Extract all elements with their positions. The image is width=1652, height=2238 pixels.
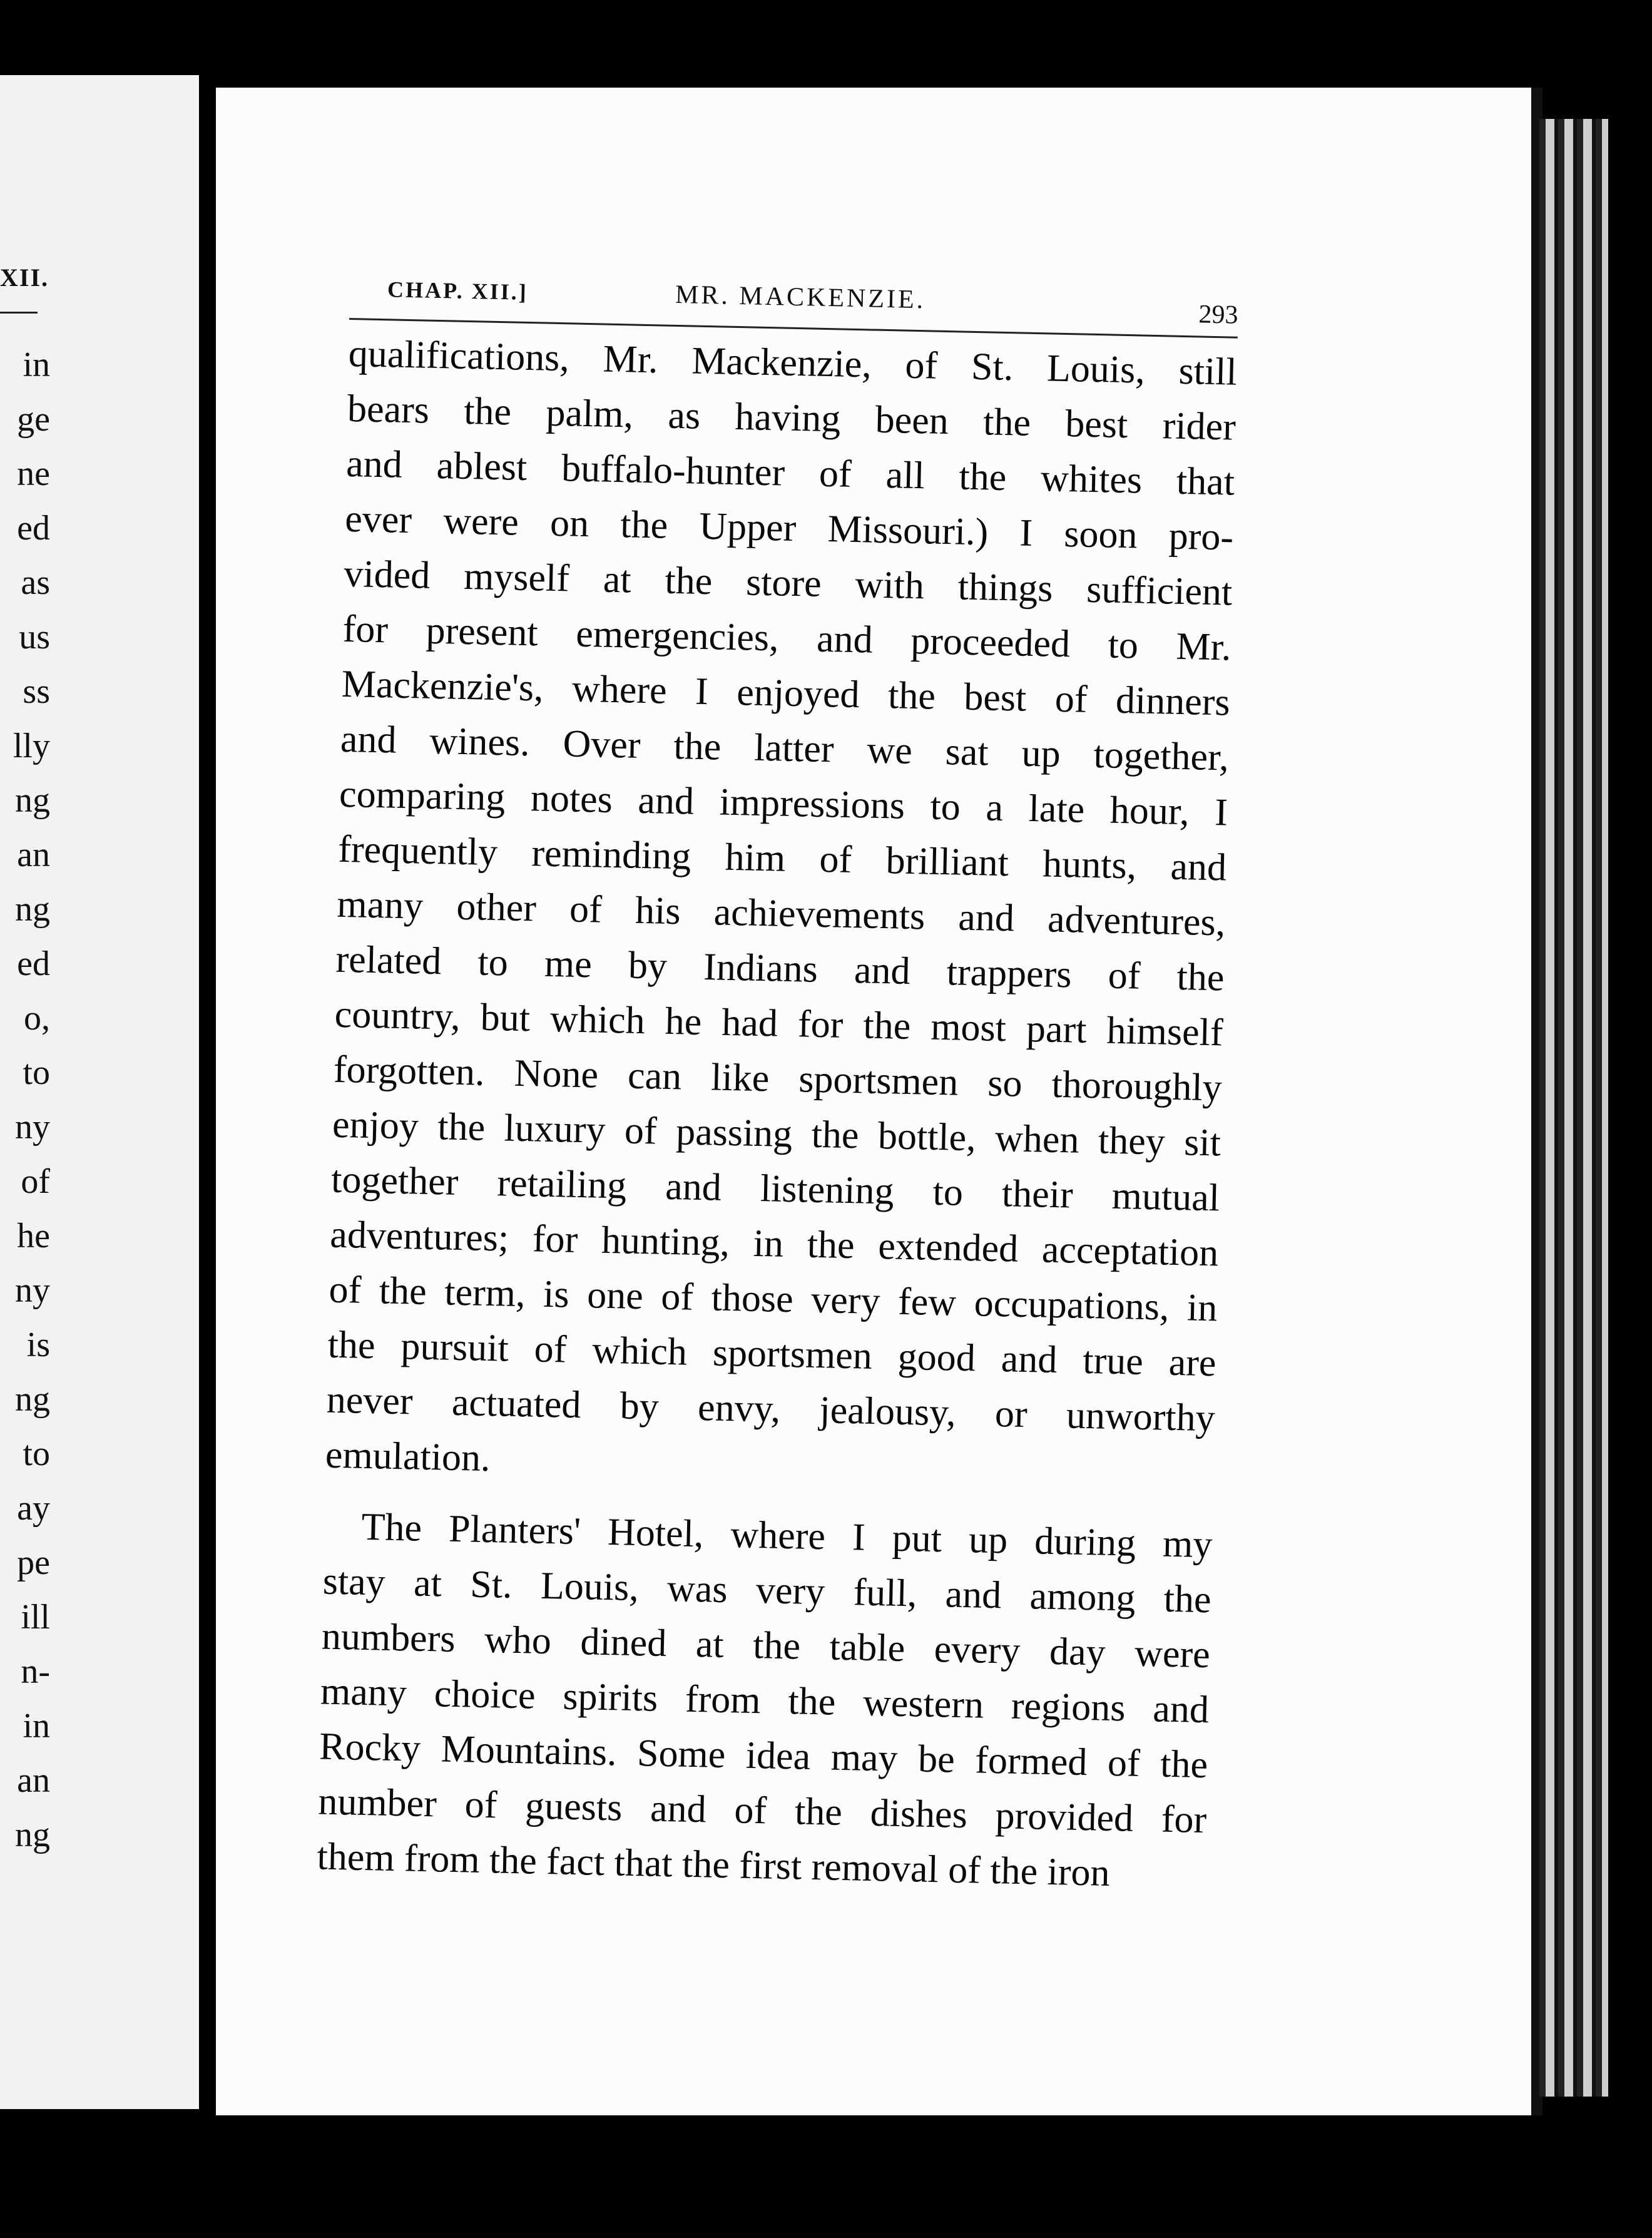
text-line: related to me by Indians and trappers of the <box>335 938 1225 999</box>
text-line: The Planters' Hotel, where I put up during my <box>360 1505 1213 1566</box>
text-line: number of guests and of the dishes provided for <box>317 1780 1207 1842</box>
text-line: emulation. <box>325 1433 491 1480</box>
left-page-fragment: pe <box>17 1543 50 1582</box>
body-text <box>317 326 1238 1903</box>
text-line: of the term, is one of those very few occupations, in <box>328 1268 1218 1330</box>
left-page-fragment: ss <box>23 672 50 711</box>
left-page-fragment: an <box>17 835 50 874</box>
paragraph <box>317 1499 1213 1903</box>
left-page-fragment: o, <box>24 999 50 1038</box>
chapter-label: CHAP. XII.] <box>387 277 529 305</box>
text-line: comparing notes and impressions to a late hour, I <box>339 772 1228 834</box>
text-line: for present emergencies, and proceeded to Mr. <box>342 607 1232 669</box>
left-page-fragment: in <box>23 1707 50 1745</box>
left-page-fragment: to <box>23 1053 50 1092</box>
text-line: together retailing and listening to their mutual <box>330 1158 1220 1220</box>
text-line: vided myself at the store with things sufficient <box>343 552 1233 614</box>
left-page-fragment: is <box>26 1326 50 1364</box>
page-text-block <box>317 263 1239 1903</box>
left-page-fragment: ge <box>17 400 50 439</box>
text-line: forgotten. None can like sportsmen so thoroughly <box>333 1048 1223 1110</box>
left-page-fragment: us <box>19 618 50 657</box>
text-line: qualifications, Mr. Mackenzie, of St. Louis, still <box>348 332 1238 394</box>
text-line: bears the palm, as having been the best rider <box>347 387 1236 449</box>
left-page-fragment: ng <box>15 781 50 820</box>
text-line: many other of his achievements and adventures, <box>336 882 1226 944</box>
left-page-fragment: to <box>23 1434 50 1473</box>
left-page-fragment: ng <box>15 890 50 929</box>
text-line: and wines. Over the latter we sat up together, <box>340 717 1230 779</box>
left-page-fragment: ill <box>21 1598 50 1637</box>
left-page-fragment: ed <box>17 509 50 548</box>
left-page-fragment: ny <box>15 1108 50 1147</box>
left-page-fragment: he <box>17 1217 50 1255</box>
left-page-fragment: ed <box>17 944 50 983</box>
text-line: country, but which he had for the most part himself <box>334 993 1224 1055</box>
text-line: ever were on the Upper Missouri.) I soon pro- <box>344 497 1234 559</box>
left-page-rule <box>0 312 38 314</box>
left-page-fragment: as <box>21 563 50 602</box>
left-page-header: XII. <box>0 263 49 292</box>
book-gutter <box>199 63 212 2128</box>
left-page-fragment: lly <box>13 727 50 765</box>
text-line: many choice spirits from the western regions and <box>320 1670 1210 1732</box>
text-line: them from the fact that the first removal of the iron <box>316 1835 1111 1894</box>
text-line: frequently reminding him of brilliant hunts, and <box>337 827 1227 889</box>
text-line: and ablest buffalo-hunter of all the whites that <box>345 442 1235 504</box>
text-line: numbers who dined at the table every day were <box>321 1615 1211 1677</box>
left-page-fragment: ng <box>15 1816 50 1854</box>
left-page-fragment: n- <box>21 1652 50 1691</box>
left-page-text-fragments <box>0 338 50 1862</box>
text-line: adventures; for hunting, in the extended acceptation <box>329 1213 1219 1275</box>
text-line: Mackenzie's, where I enjoyed the best of dinners <box>341 662 1231 724</box>
text-line: never actuated by envy, jealousy, or unworthy <box>326 1378 1216 1440</box>
running-title: MR. MACKENZIE. <box>675 280 926 315</box>
text-line: enjoy the luxury of passing the bottle, when they sit <box>332 1103 1221 1165</box>
paragraph <box>325 326 1237 1501</box>
left-page-fragment: an <box>17 1761 50 1800</box>
text-line: stay at St. Louis, was very full, and among the <box>322 1560 1212 1622</box>
left-page-fragment: ne <box>17 454 50 493</box>
page-edges <box>1539 119 1608 2097</box>
text-line: the pursuit of which sportsmen good and true are <box>327 1323 1217 1385</box>
left-facing-page <box>0 75 199 2109</box>
left-page-fragment: ay <box>17 1489 50 1528</box>
text-line: Rocky Mountains. Some idea may be formed of the <box>319 1725 1208 1787</box>
left-page-fragment: of <box>21 1162 50 1201</box>
left-page-fragment: in <box>23 345 50 384</box>
left-page-fragment: ny <box>15 1271 50 1310</box>
page-number: 293 <box>1198 300 1239 330</box>
left-page-fragment: ng <box>15 1380 50 1419</box>
